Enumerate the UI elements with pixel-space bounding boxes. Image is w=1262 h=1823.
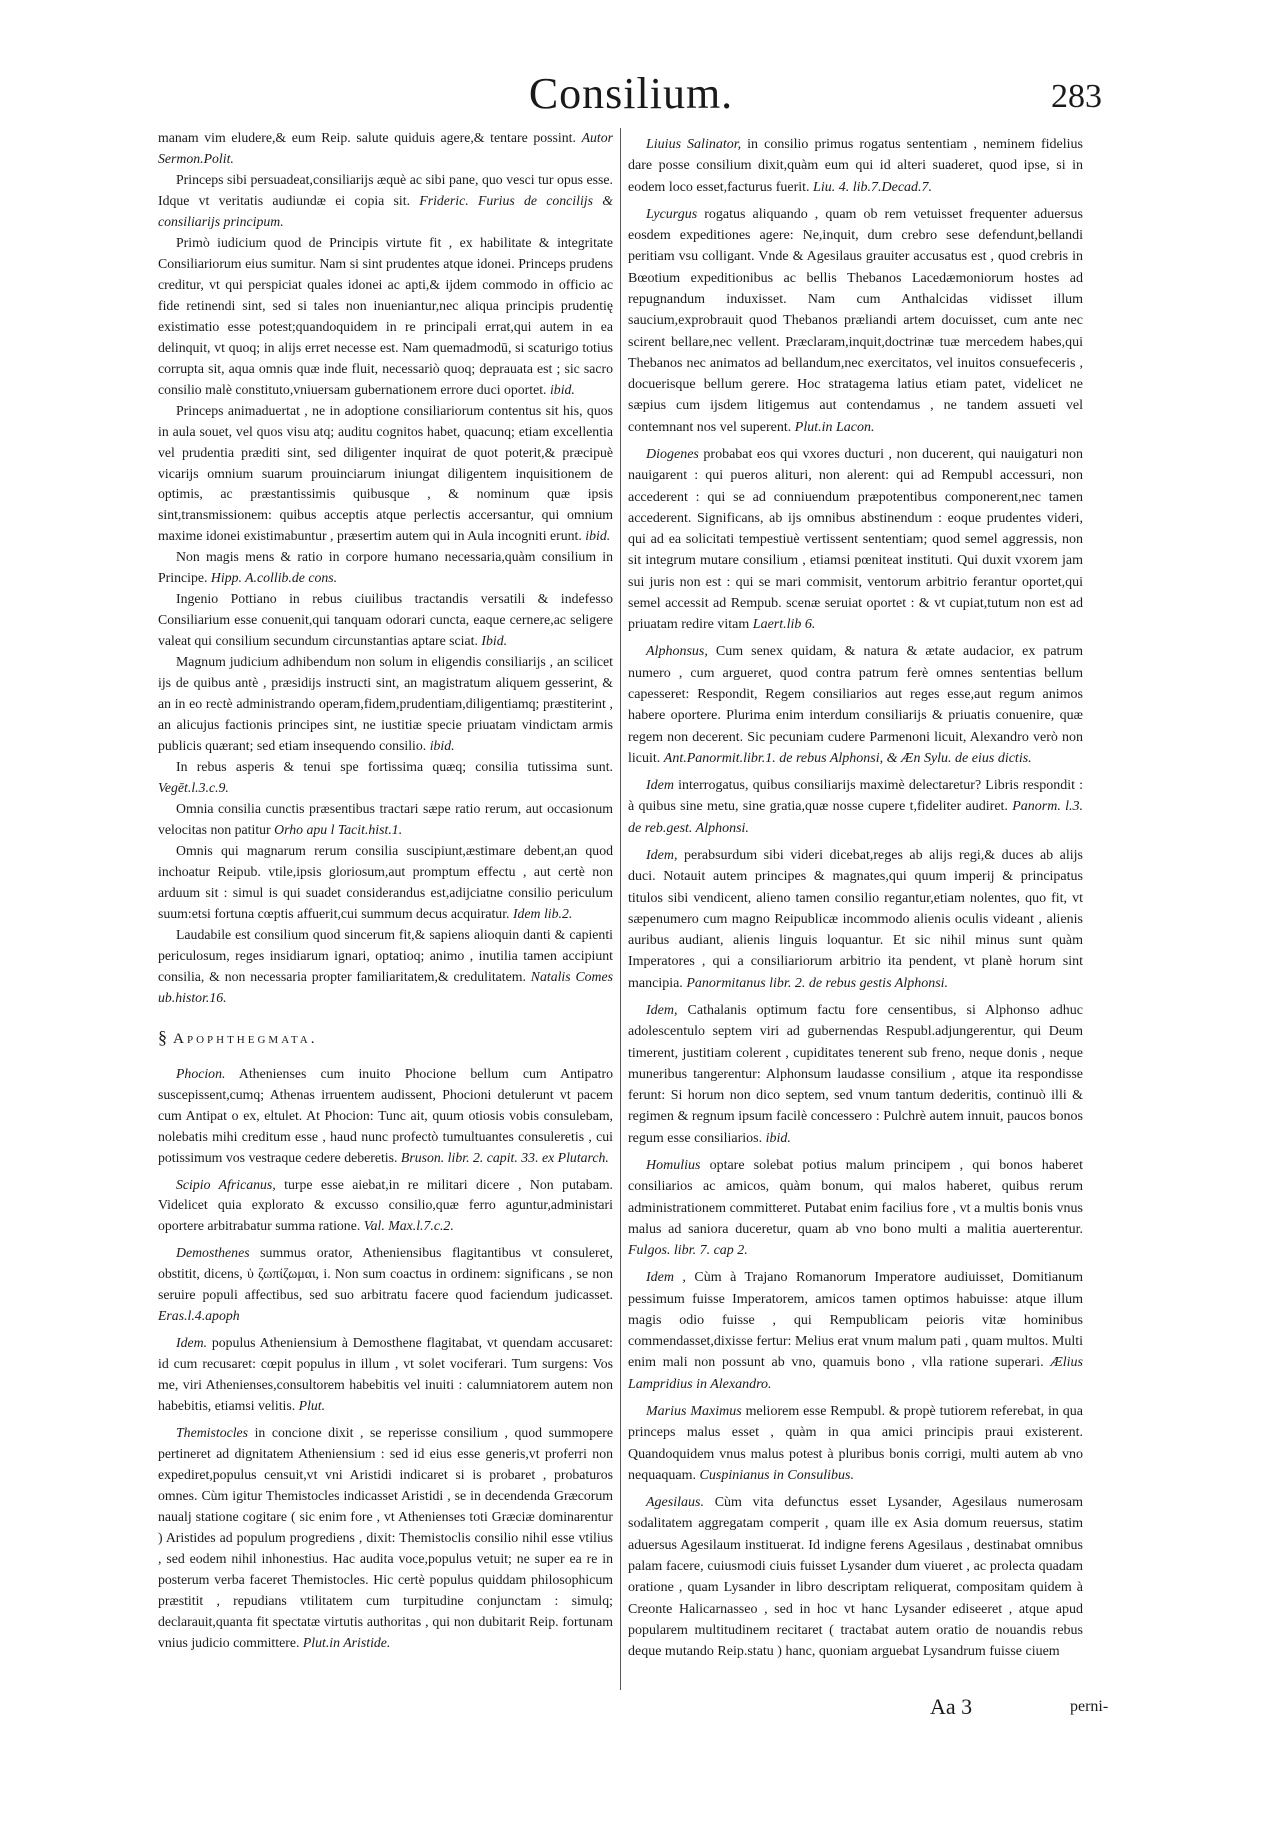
paragraph-text: Athenienses cum inuito Phocione bellum cum Antipatro suscepissent,cumq; Athenas irruentem audissent, Phocioni detulerunt vt pacem cum Antipat o ex, eltulet. At Phocion: Tunc ait, quum otiosis vobis consulebam, nolebatis mihi creditum esse , haud nunc profectò tumultuantes consuleretis , cui potissimum vos vestraque cedere deberetis. — [158, 1065, 613, 1165]
catchword: perni- — [1070, 1698, 1109, 1715]
paragraph-text: Cathalanis optimum factu fore censentibus, si Alphonso adhuc adolescentulo septem viri ad gubernendas Respubl.adjungerentur, qui Deum timerent, justitiam colerent , cupiditates tenerent sub freno, neque donis , neque muneribus tangerentur: Alphonsum laudasse consilium , atque ita respondisse ferunt: Si horum non dico septem, sed vnum tantum dederitis, continuò illi & regimen & regnum ipsum facilè concessero : Pulchrè autem innuit, paucos bonos regum esse consiliarios. — [628, 1002, 1084, 1146]
left-paragraphs — [158, 128, 613, 1009]
paragraph-text: in concione dixit , se reperisse consilium , quod summopere pertineret ad dignitatem Atheniensium : sed id eius esse generis,vt proferri non expediret,populus censuit,vt vni Aristidi indicaret si is probaret , probaturos omnes. Cùm igitur Themistocles indicasset Aristidi , se in decendenda Græcorum naualj statione cogitare ( sic enim fore , vt Athenienses toti Græciæ dominarentur ) Aristides ad populum progrediens , dixit: Themistoclis consilio nihil esse vtilius , sed eodem nihil inhonestius. Hac audita voce,populus vetuit; ne super ea re in posterum verba faceret Themistocles. Hic certè populus quiddam philosophicum præstitit , repudians vtilitatem cum turpitudine conjunctam : simulq; declarauit,quanta fit spectatæ virtutis authoritas , qui non dubitarit Reip. fortunam vnius judicio committere. — [158, 1425, 613, 1650]
section-sign: § — [158, 1026, 167, 1047]
paragraph-text: in consilio primus rogatus sententiam , neminem fidelius dare posse consilium dixit,quàm eum qui id alteri suaderet, quod ipse, si in eodem loco esset,facturus fuerit. — [628, 137, 1084, 195]
citation: Ibid. — [481, 633, 508, 649]
apophthegm — [628, 1401, 1083, 1486]
speaker-name: Agesilaus. — [646, 1495, 704, 1511]
right-column — [628, 128, 1083, 1662]
citation: Cuspinianus in Consulibus. — [699, 1467, 854, 1483]
citation: ibid. — [429, 738, 455, 754]
apophthegm — [158, 1064, 613, 1169]
speaker-name: Alphonsus, — [646, 644, 708, 660]
speaker-name: Themistocles — [176, 1425, 249, 1441]
citation: Frideric. Furius de concilijs & consiliarijs principum. — [158, 192, 613, 229]
citation: Eras.l.4.apoph — [158, 1308, 240, 1324]
citation: Idem lib.2. — [512, 905, 573, 921]
paragraph-text: probabat eos qui vxores ducturi , non ducerent, qui nauigaturi non nauigarent : qui pueros alituri, non alerent: qui ad Rempubl accessuri, non accederent : qui se ad conniuendum præpotentibus componerent,nec tamen accederent. Significans, ab ijs omnibus abstinendum : eoque prudentes videri, qui ad ea solicitati tempestiuè vertissent sententiam; quod semel aggressis, non sit integrum mutare consilium , etiamsi pœniteat instituti. Qui duxit vxorem jam sui juris non est : qui se mari commisit, ventorum arbitrio ferantur oportet,qui semel accessit ad Rempub. scenæ seruiat oportet : & vt cupiat,tutum non est ad priuatam redire vitam — [628, 446, 1084, 633]
citation: Plut. — [298, 1398, 326, 1414]
apophthegm — [628, 1267, 1083, 1395]
citation: Vegēt.l.3.c.9. — [158, 780, 229, 796]
paragraph-text: Magnum judicium adhibendum non solum in eligendis consiliarijs , an scilicet ijs de quibus antè , præsidijs instructi sint, an magistratum aliquem gesserint, & an in eo rectè administrando operam,fidem,prudentiam,diligentiamq; præstiterint , an alicujus factionis principes sint, ne iustitiæ specie priuatam vindictam armis publicis quærant; sed etiam insequendo consilio. — [158, 654, 613, 754]
citation: Orho apu l Tacit.hist.1. — [274, 821, 403, 837]
left-column — [158, 128, 613, 1654]
apophthegm — [158, 1175, 613, 1238]
citation: Panorm. l.3. de reb.gest. Alphonsi. — [628, 799, 1084, 836]
left-apophthegms — [158, 1064, 613, 1654]
paragraph — [158, 233, 613, 401]
citation: Panormitanus libr. 2. de rebus gestis Alphonsi. — [686, 975, 949, 991]
paragraph-text: Princeps sibi persuadeat,consiliarijs æquè ac sibi pane, quo vesci tur opus esse. Idque vt veritatis audiundæ ei copia sit. — [158, 171, 613, 208]
citation: Laert.lib 6. — [752, 617, 816, 633]
apophthegm — [158, 1423, 613, 1654]
speaker-name: Marius Maximus — [646, 1404, 742, 1420]
citation: Plut.in Lacon. — [794, 419, 875, 435]
apophthegm — [628, 845, 1083, 994]
paragraph — [158, 799, 613, 841]
paragraph-text: Cùm à Trajano Romanorum Imperatore audiuisset, Domitianum pessimum fuisse Imperatorem, amicos tamen optimos habuisse: atque illum magis odio fuisse , qui Rempublicam peioris vitæ hominibus commendasset,dixisse fertur: Melius erat vnum malum pati , quam multos. Multi enim mali non possunt ab vno, quamuis bono , vlla ratione superari. — [628, 1270, 1083, 1371]
running-title: Consilium. — [528, 69, 734, 118]
apophthegm — [628, 1492, 1083, 1662]
paragraph-text: Omnia consilia cunctis præsentibus tractari sæpe ratio rerum, aut occasionum velocitas non patitur — [158, 801, 613, 837]
paragraph-text: populus Atheniensium à Demosthene flagitabat, vt quendam accusaret: id cum recusaret: cœpit populus in illum , vt solet vociferari. Tum surgens: Vos me, viri Athenienses,consultorem habebitis vel inuiti : calumniatorem autem non habebitis, etiamsi velitis. — [158, 1335, 613, 1414]
paragraph-text: turpe esse aiebat,in re militari dicere , Non putabam. Videlicet quia explorato & excusso consilio,quæ ferro aguntur,administari oportere arbitrabatur summa ratione. — [158, 1176, 613, 1234]
apophthegm — [628, 1000, 1083, 1149]
paragraph — [158, 757, 613, 799]
paragraph-text: manam vim eludere,& eum Reip. salute quiduis agere,& tentare possint. — [158, 130, 576, 145]
citation: Fulgos. libr. 7. cap 2. — [628, 1243, 748, 1259]
speaker-name: Idem. — [176, 1335, 208, 1351]
paragraph-text: Cum senex quidam, & natura & ætate audacior, ex patrum numero , cum argueret, quod contra patrum ferè omnes sententias bellum capesseret: Respondit, Regem consiliarios aut reges esse,aut regum animos habere oportere. Plurima enim interdum consiliarijs & priuatis conuenire, quæ regem non decerent. Sic pecuniam cudere Parmenoni licuit, Alexandro verò non licuit. — [628, 644, 1084, 766]
speaker-name: Diogenes — [646, 446, 699, 462]
signature-mark: Aa 3 — [930, 1694, 973, 1719]
paragraph-text: optare solebat potius malum principem , qui bonos haberet consiliarios ac amicos, quàm bonum, qui malos haberet, quibus rerum administrationem committeret. Putabat enim facilius fore , vt a multis bonis vnus malus ad saniora duceretur, quam ab vno bono multi a malitia auerterentur. — [628, 1157, 1084, 1237]
speaker-name: Idem , — [646, 1270, 686, 1286]
paragraph — [158, 547, 613, 589]
citation: ibid. — [765, 1130, 791, 1146]
paragraph — [158, 589, 613, 652]
citation: Ælius Lampridius in Alexandro. — [628, 1355, 1083, 1392]
citation: Autor Sermon.Polit. — [158, 130, 613, 166]
citation: Natalis Comes ub.histor.16. — [158, 968, 614, 1005]
citation: Ant.Panormit.libr.1. de rebus Alphonsi, & Æn Sylu. de eius dictis. — [663, 750, 1032, 766]
speaker-name: Phocion. — [176, 1065, 226, 1081]
page-number: 283 — [1051, 78, 1102, 115]
speaker-name: Scipio Africanus, — [176, 1176, 276, 1192]
apophthegm — [628, 1155, 1083, 1261]
section-heading — [158, 1027, 613, 1050]
paragraph — [158, 841, 613, 925]
speaker-name: Homulius — [646, 1157, 701, 1173]
paragraph-text: summus orator, Atheniensibus flagitantibus vt consuleret, obstitit, dicens, ὑ ζωπίζωμαι, i. Non sum coactus in ordinem: significans , se non seruire populi affectibus, sed suo arbitratu facere quod faciendum judicasset. — [158, 1245, 613, 1303]
citation: Val. Max.l.7.c.2. — [363, 1218, 454, 1234]
apophthegm — [628, 775, 1083, 839]
citation: ibid. — [549, 381, 575, 397]
paragraph-text: Cùm vita defunctus esset Lysander, Agesilaus numerosam sodalitatem aggregatam comperit , quam ille ex Asia domum reuersus, statim aduersus Agesilaum instituerat. Id indigne ferens Agesilaus , destinabat omnibus palam facere, cuiusmodi ciuis fuisset Lysander dum viueret , ac prolecta quadam oratione , quam Lysander in libro descriptam reliquerat, compositam quidem à Creonte Halicarnasseo , sed in hoc vt hanc Lysander ediseeret , atque apud popularem multitudinem recitaret ( tractabat autem oratio de nouandis rebus deque mutando Reip.statu ) hanc, quoniam arguebat Lysandrum fuisse ciuem — [628, 1495, 1084, 1660]
paragraph-text: Non magis mens & ratio in corpore humano necessaria,quàm consilium in Principe. — [158, 549, 613, 586]
paragraph — [158, 925, 613, 1009]
paragraph-text: Omnis qui magnarum rerum consilia suscipiunt,æstimare debent,an quod inchoatur Reipub. vtile,ipsis gloriosum,aut promptum effectu , aut certè non arduum sit : simul is qui suadet considerandus est,adijciatne consilio periculum suum:etsi fortuna cœptis affuerit,cui summum decus acquiratur. — [158, 842, 613, 921]
apophthegm — [628, 204, 1083, 438]
paragraph-text: interrogatus, quibus consiliarijs maximè delectaretur? Libris respondit : à quibus sine metu, sine gratia,quæ nosse cupere t,fideliter audiret. — [628, 778, 1084, 815]
speaker-name: Liuius Salinator, — [646, 137, 742, 152]
speaker-name: Idem, — [646, 848, 678, 863]
paragraph-text: Primò iudicium quod de Principis virtute fit , ex habilitate & integritate Consiliariorum eius sumitur. Nam si sint prudentes atque idonei. Princeps prudens creditur, vt qui perspiciat quales idonei ac apti,& ijdem commodo in officio ac fide retinendi sint, sed si tales non inueniantur,nec aliqua principis prudentię existimatio esse potest;quandoquidem in re principali errat,qui autem in ea delinquit, vt quoq; in alijs erret necesse est. Nam quemadmodū, si scaturigo totius corrupta sit, aqua omnis quæ inde fluit, necessariò quoq; deprauata est ; sic sacro consilio malè constituto,vniuersam gubernationem errore duci oportet. — [158, 234, 613, 397]
apophthegm — [158, 1333, 613, 1417]
speaker-name: Lycurgus — [646, 206, 698, 222]
speaker-name: Idem — [646, 778, 674, 794]
citation: Bruson. libr. 2. capit. 33. ex Plutarch. — [400, 1149, 609, 1165]
paragraph — [158, 128, 613, 170]
section-heading-label: Apophthegmata. — [173, 1029, 318, 1047]
right-apophthegms — [628, 134, 1083, 1662]
citation: Plut.in Aristide. — [302, 1634, 391, 1650]
paragraph-text: Princeps animaduertat , ne in adoptione consiliariorum contentus sit his, quos in aula souet, vel quos visu atq; auditu cognitos habet, quacunq; etiam excellentia vel prudentia præditi sint, sed diligenter inquirat de quot poterit,& præcipuè vicarijs omnium suarum prouinciarum iniungat diligentem inquisitionem de optimis, ac præstantissimis quibusque , & nominum quæ ipsis sint,transmissionem: quibus acceptis atque perlectis accersantur, qui omnium maxime idonei existimabuntur , præsertim autem qui in Aula incogniti erunt. — [158, 402, 613, 544]
paragraph-text: Ingenio Pottiano in rebus ciuilibus tractandis versatili & indefesso Consiliarium esse conuenit,qui tanquam odorari cuncta, eaque cernere,ac seligere valeat qui consilium secundum circunstantias aptare sciat. — [158, 591, 613, 649]
paragraph — [158, 652, 613, 757]
speaker-name: Idem, — [646, 1002, 678, 1018]
column-rule — [620, 128, 621, 1690]
paragraph-text: Laudabile est consilium quod sincerum fit,& sapiens alioquin danti & capienti periculosum, reges insidiarum ignari, optatioq; animo , inutilia tamen accipiunt consilia, & non necessaria propter familiaritatem,& credulitatem. — [158, 926, 613, 984]
apophthegm — [158, 1243, 613, 1327]
paragraph-text: rogatus aliquando , quam ob rem vetuisset frequenter aduersus eosdem expeditiones agere: Ne,inquit, dum crebro sese defendunt,bellandi peritiam vsu colligant. Vnde & Agesilaus grauiter accusatus est , quod crebris in Bœotium expeditionibus ac bellis Thebanos Lacedæmoniorum hostes ad repugnandum induxisset. Nam cum Anthalcidas vidisset illum saucium,exprobrauit quod Thebanos præliandi artem docuisset, cum ante nec scirent bellare,nec vellent. Præclaram,inquit,doctrinæ tuæ mercedem habes,qui Thebanos nec animatos ad bellandum,nec exercitatos, vel inuitos consuefeceris , docuerisque bellum gerere. Hoc stratagema latius etiam patet, videlicet ne sæpius cum ijsdem litigemus aut contendamus , ne tandem assueti vel contemnant nos vel superent. — [628, 206, 1083, 435]
apophthegm — [628, 134, 1083, 198]
citation: Hipp. A.collib.de cons. — [210, 570, 338, 586]
paragraph-text: meliorem esse Rempubl. & propè tutiorem referebat, in qua princeps malus esset , quàm in qua amici principis praui existerent. Quandoquidem vnus malus potest à pluribus bonis corrigi, multi autem ab vno nequaquam. — [628, 1404, 1084, 1483]
paragraph — [158, 170, 613, 233]
speaker-name: Demosthenes — [176, 1245, 250, 1261]
paragraph-text: In rebus asperis & tenui spe fortissima quæq; consilia tutissima sunt. — [176, 759, 613, 775]
apophthegm — [628, 641, 1083, 769]
apophthegm — [628, 444, 1083, 636]
citation: ibid. — [585, 528, 611, 544]
paragraph-text: perabsurdum sibi videri dicebat,reges ab alijs regi,& duces ab alijs duci. Notauit autem principes & magnates,qui quum imperij & principatus titulos sibi vendicent, alieno tamen consilio regantur,etiam nolentes, quo fit, vt sæpenumero cum magno Reipublicæ incommodo alienis oculis videant , alienis auribus audiant, alienis linguis loquantur. Et sic nihil minus sunt quàm Imperatores , qui a consiliariorum arbitrio ita pendent, vt planè horum sint mancipia. — [628, 848, 1083, 991]
paragraph — [158, 401, 613, 548]
citation: Liu. 4. lib.7.Decad.7. — [813, 179, 933, 195]
